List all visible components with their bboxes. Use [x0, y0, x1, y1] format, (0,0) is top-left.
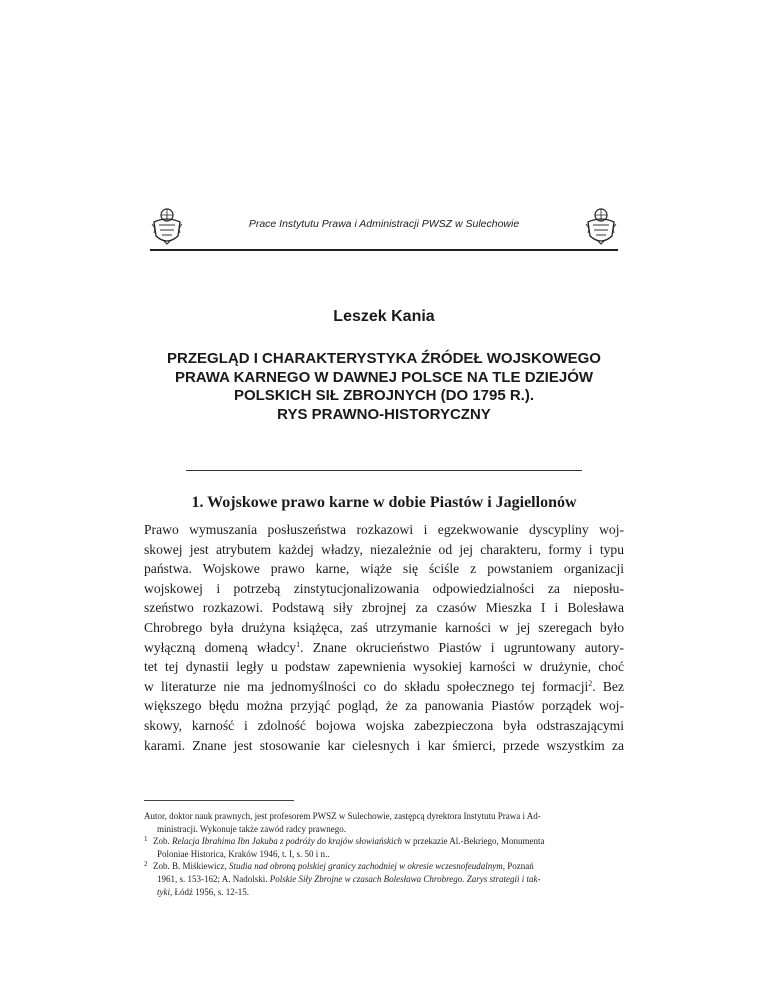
- title-line: PRAWA KARNEGO W DAWNEJ POLSCE NA TLE DZIEJÓW: [174, 368, 594, 386]
- crest-emblem-icon: [584, 206, 618, 246]
- title-line: RYS PRAWNO-HISTORYCZNY: [277, 405, 491, 423]
- footnote-2: [144, 860, 626, 898]
- body-text-segment: . Bez: [592, 678, 624, 694]
- footnote-italic-title: Relacja Ibrahima Ibn Jakuba z podróży do krajów słowiańskich: [172, 836, 402, 847]
- footnote-italic-title: tyki: [157, 886, 170, 897]
- body-line: skowy, karność i zdolność bojowa wojska zabezpieczona była odstraszającymi: [144, 717, 624, 733]
- body-line: Chrobrego była drużyna książęca, zaś utrzymanie karności w jej szeregach było: [144, 619, 624, 635]
- body-text-segment: wyłączną domeną władcy: [144, 639, 297, 655]
- footnote-italic-title: Polskie Siły Zbrojne w czasach Bolesława Chrobrego. Zarys strategii i tak-: [269, 873, 541, 884]
- footnote-italic-title: Studia nad obroną polskiej granicy zachodniej w okresie wczesnofeudalnym: [229, 861, 503, 872]
- body-line: szeństwo rozkazowi. Podstawą siły zbrojnej za czasów Mieszka I i Bolesława: [144, 600, 624, 616]
- body-line: Prawo wymuszania posłuszeństwa rozkazowi i egzekwowanie dyscypliny woj-: [144, 522, 624, 537]
- crest-emblem-icon: [150, 206, 184, 246]
- author-footnote: [144, 810, 626, 835]
- body-line: karami. Znane jest stosowanie kar cielesnych i kar śmierci, przede wszystkim za: [144, 737, 624, 753]
- footnote-line: [153, 835, 626, 848]
- footnotes: [144, 810, 626, 898]
- footnote-line: [153, 873, 626, 886]
- body-line: tet tej dynastii legły u podstaw zapewnienia wysokiej karności w drużynie, choć: [144, 659, 624, 675]
- footnote-line: ministracji. Wykonuje także zawód radcy prawnego.: [157, 823, 346, 834]
- footnote-ref-2[interactable]: 2: [588, 678, 593, 688]
- title-divider: [186, 470, 582, 471]
- footnote-line: [153, 860, 626, 873]
- article-title: [120, 350, 648, 424]
- body-line: [144, 677, 624, 697]
- body-text: [144, 520, 624, 755]
- body-text-segment: . Znane okrucieństwo Piastów i ugruntowany autory-: [300, 639, 625, 655]
- section-heading: 1. Wojskowe prawo karne w dobie Piastów i Jagiellonów: [191, 494, 577, 511]
- footnote-text: 1961, s. 153-162; A. Nadolski.: [157, 873, 270, 884]
- author-name: Leszek Kania: [333, 308, 435, 325]
- footnote-number: 1: [144, 835, 148, 844]
- footnote-line: [153, 886, 626, 899]
- footnote-divider: [144, 800, 294, 801]
- footnote-line: Autor, doktor nauk prawnych, jest profesorem PWSZ w Sulechowie, zastępcą dyrektora Instytutu Prawa i Ad-: [144, 811, 541, 821]
- footnote-text: , Łódź 1956, s. 12-15.: [170, 886, 249, 897]
- body-line: państwa. Wojskowe prawo karne, wiąże się ściśle z powstaniem organizacji: [144, 561, 624, 577]
- body-line: wojskowej i potrzebą zinstytucjonalizowania odpowiedzialności za nieposłu-: [144, 580, 624, 596]
- footnote-text: Zob.: [153, 836, 172, 847]
- title-line: POLSKICH SIŁ ZBROJNYCH (DO 1795 R.).: [233, 387, 535, 404]
- footnote-text: w przekazie Al.-Bekriego, Monumenta: [401, 836, 545, 847]
- footnote-number: 2: [144, 860, 148, 869]
- body-line: [144, 638, 624, 658]
- running-head: Prace Instytutu Prawa i Administracji PWSZ w Sulechowie: [248, 218, 520, 230]
- body-text-segment: w literaturze nie ma jednomyślności co do składu społecznego tej formacji: [144, 678, 589, 694]
- footnote-1: [144, 835, 626, 860]
- footnote-line: Poloniae Historica, Kraków 1946, t. I, s. 50 i n..: [157, 848, 330, 859]
- body-line: większego błędu można przyjąć pogląd, że za panowania Piastów porządek woj-: [144, 698, 624, 714]
- footnote-ref-1[interactable]: 1: [296, 639, 301, 649]
- page-header: [150, 206, 618, 250]
- footnote-text: , Poznań: [502, 861, 534, 872]
- body-line: skowej jest atrybutem każdej władzy, niezależnie od jej charakteru, formy i typu: [144, 541, 624, 557]
- header-divider: [150, 249, 618, 251]
- title-line: PRZEGLĄD I CHARAKTERYSTYKA ŹRÓDEŁ WOJSKOWEGO: [167, 350, 601, 367]
- footnote-text: Zob. B. Miśkiewicz,: [153, 861, 229, 872]
